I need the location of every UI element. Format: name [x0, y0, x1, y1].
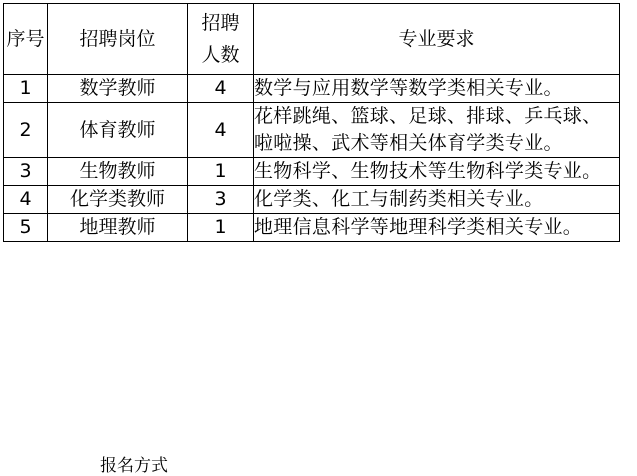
column-header-post: [48, 4, 188, 75]
table-row: [4, 158, 620, 186]
document-page: [0, 3, 637, 476]
row-num: 1: [188, 158, 254, 186]
table-header-row: [4, 4, 620, 75]
row-post: 生物教师: [48, 158, 188, 186]
row-major: 数学与应用数学等数学类相关专业。: [254, 75, 620, 103]
column-header-post-label: 招聘岗位: [79, 28, 156, 50]
row-major: 花样跳绳、篮球、足球、排球、乒乓球、啦啦操、武术等相关体育学类专业。: [254, 103, 620, 158]
column-header-no: [4, 4, 48, 75]
footer-partial-text: 报名方式: [100, 456, 168, 476]
column-header-major-label: 专业要求: [398, 28, 475, 50]
row-post: 数学教师: [48, 75, 188, 103]
row-major: 化学类、化工与制药类相关专业。: [254, 186, 620, 214]
row-post: 地理教师: [48, 214, 188, 242]
table-row: [4, 214, 620, 242]
row-no: 1: [4, 75, 48, 103]
column-header-no-label: 序号: [6, 28, 45, 50]
row-no: 2: [4, 103, 48, 158]
column-header-num-label-line2: 人数: [201, 44, 240, 66]
row-num: 3: [188, 186, 254, 214]
column-header-num: [188, 4, 254, 75]
table-row: [4, 75, 620, 103]
row-no: 5: [4, 214, 48, 242]
recruitment-table: [3, 3, 620, 242]
column-header-major: [254, 4, 620, 75]
row-num: 1: [188, 214, 254, 242]
row-major: 地理信息科学等地理科学类相关专业。: [254, 214, 620, 242]
row-num: 4: [188, 75, 254, 103]
table-row: [4, 186, 620, 214]
row-post: 体育教师: [48, 103, 188, 158]
row-no: 4: [4, 186, 48, 214]
table-row: [4, 103, 620, 158]
row-post: 化学类教师: [48, 186, 188, 214]
row-no: 3: [4, 158, 48, 186]
column-header-num-label-line1: 招聘: [201, 12, 240, 34]
row-num: 4: [188, 103, 254, 158]
row-major: 生物科学、生物技术等生物科学类专业。: [254, 158, 620, 186]
